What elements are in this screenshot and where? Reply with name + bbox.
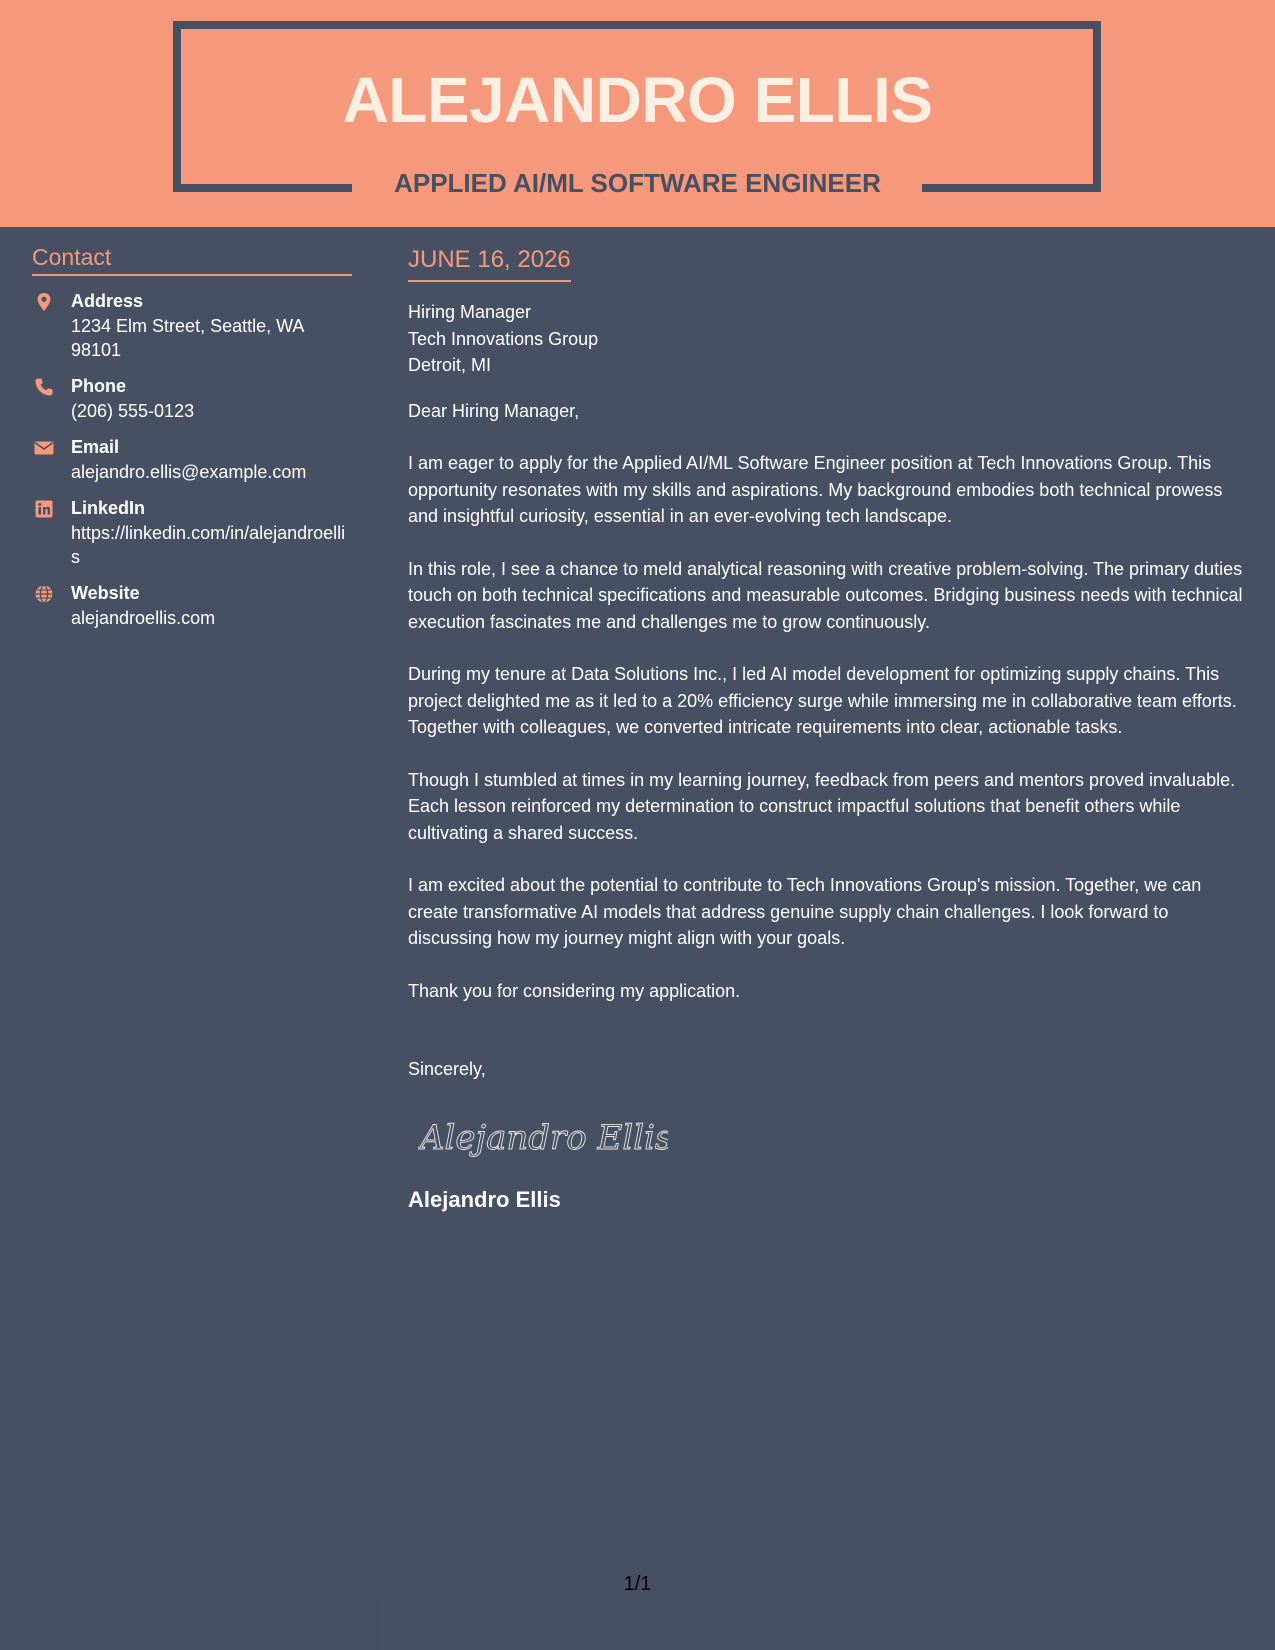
contact-item-phone — [32, 374, 352, 423]
handwritten-signature — [418, 1111, 668, 1161]
address-label: Address — [71, 291, 144, 311]
envelope-icon — [34, 438, 54, 458]
contact-item-email — [32, 435, 352, 484]
recipient-company: Tech Innovations Group — [408, 328, 599, 349]
letter-body — [408, 244, 1253, 1215]
recipient-name: Hiring Manager — [408, 302, 532, 322]
map-pin-icon — [34, 292, 54, 312]
linkedin-icon — [34, 499, 54, 519]
linkedin-label: LinkedIn — [71, 498, 146, 518]
recipient-location: Detroit, MI — [408, 355, 492, 375]
job-title: APPLIED AI/ML SOFTWARE ENGINEER — [394, 168, 881, 198]
letter-date: JUNE 16, 2026 — [408, 244, 571, 282]
letter-paragraph: Thank you for considering my application. — [408, 980, 741, 1001]
column-divider — [382, 1600, 383, 1650]
address-value: 1234 Elm Street, Seattle, WA 98101 — [71, 316, 304, 360]
recipient-block — [408, 299, 1253, 379]
page-number: 1/1 — [623, 1573, 652, 1595]
email-value[interactable]: alejandro.ellis@example.com — [71, 462, 307, 482]
contact-item-website — [32, 581, 352, 630]
email-label: Email — [71, 437, 120, 457]
letter-paragraph: Though I stumbled at times in my learning journey, feedback from peers and mentors proved invaluable. Each lesson reinforced my determination to construct impactful solutions that benefit others while cultivating a shared success. — [408, 769, 1236, 843]
letter-closing: Sincerely, — [408, 1059, 486, 1079]
contact-item-linkedin — [32, 496, 352, 569]
salutation: Dear Hiring Manager, — [408, 400, 580, 421]
letter-paragraph: In this role, I see a chance to meld analytical reasoning with creative problem-solving. The primary duties touch on both technical specifications and measurable outcomes. Bridging business needs with technical execution fascinates me and challenges me to grow continuously. — [408, 558, 1243, 632]
phone-value: (206) 555-0123 — [71, 401, 195, 421]
applicant-name: ALEJANDRO ELLIS — [342, 64, 933, 136]
signature-text: Alejandro Ellis — [420, 1117, 668, 1158]
contact-sidebar — [32, 243, 352, 642]
contact-heading: Contact — [32, 243, 352, 276]
letter-paragraph: I am excited about the potential to contribute to Tech Innovations Group's mission. Together, we can create transformative AI models that address genuine supply chain challenges. I look forward to discussing how my journey might align with your goals. — [408, 875, 1202, 948]
globe-icon — [34, 584, 54, 604]
website-value[interactable]: alejandroellis.com — [71, 608, 216, 628]
website-label: Website — [71, 583, 140, 603]
letter-paragraph: I am eager to apply for the Applied AI/ML Software Engineer position at Tech Innovations Group. This opportunity resonates with my skills and aspirations. My background embodies both technical prowess and insightful curiosity, essential in an ever-evolving tech landscape. — [408, 453, 1223, 526]
signer-name: Alejandro Ellis — [408, 1186, 561, 1212]
letter-paragraph: During my tenure at Data Solutions Inc., I led AI model development for optimizing supply chains. This project delighted me as it led to a 20% efficiency surge while immersing me in collaborative team efforts. Together with colleagues, we converted intricate requirements into clear, actionable tasks. — [408, 664, 1237, 737]
phone-icon — [34, 377, 54, 397]
header-banner — [0, 0, 1275, 227]
linkedin-value[interactable]: https://linkedin.com/in/alejandroellis — [71, 523, 346, 567]
phone-label: Phone — [71, 376, 127, 396]
contact-item-address — [32, 289, 352, 362]
